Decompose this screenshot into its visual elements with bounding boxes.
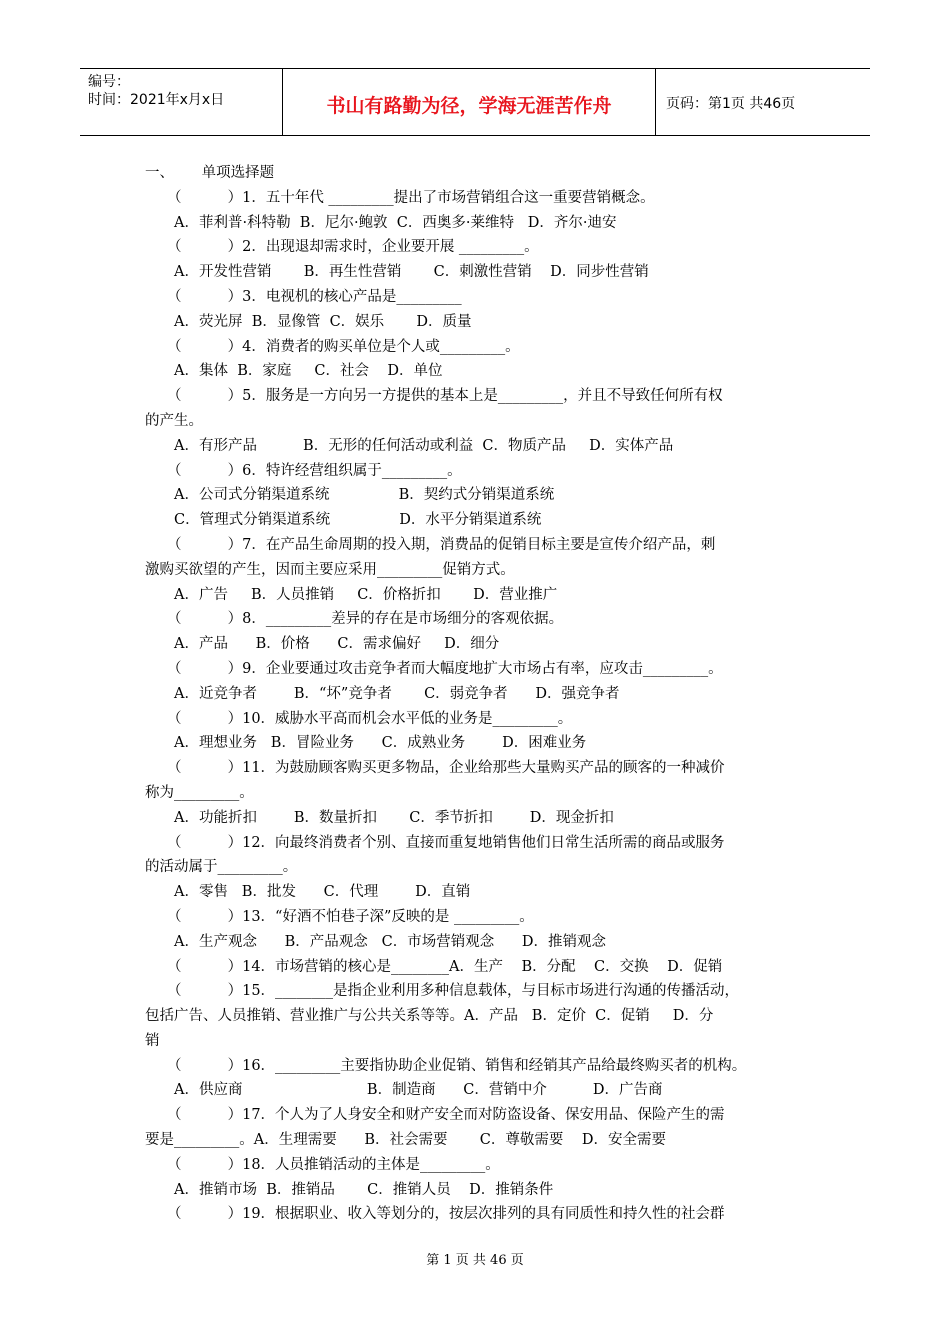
question-line: （ ）18．人员推销活动的主体是_________。 <box>167 1156 500 1173</box>
question-line: （ ）3．电视机的核心产品是_________ <box>167 288 462 305</box>
question-line: 激购买欲望的产生，因而主要应采用_________促销方式。 <box>145 561 515 578</box>
header-motto-cell <box>282 69 656 135</box>
answer-options: A．供应商 B．制造商 C．营销中介 D．广告商 <box>174 1082 663 1099</box>
page-header <box>80 68 870 136</box>
question-line: （ ）10．威胁水平高而机会水平低的业务是_________。 <box>167 710 573 727</box>
question-line: 要是_________。A．生理需要 B．社会需要 C．尊敬需要 D．安全需要 <box>145 1132 666 1149</box>
question-line: （ ）4．消费者的购买单位是个人或_________。 <box>167 338 520 355</box>
question-line: （ ）11．为鼓励顾客购买更多物品，企业给那些大量购买产品的顾客的一种减价 <box>167 760 725 777</box>
question-line: （ ）8．_________差异的存在是市场细分的客观依据。 <box>167 611 564 628</box>
question-line: （ ）12．向最终消费者个别、直接而重复地销售他们日常生活所需的商品或服务 <box>167 834 725 851</box>
answer-options: A．广告 B．人员推销 C．价格折扣 D．营业推广 <box>174 586 558 603</box>
question-line: （ ）5．服务是一方向另一方提供的基本上是_________，并且不导致任何所有权 <box>167 388 723 405</box>
header-meta <box>80 69 280 135</box>
question-line: （ ）9．企业要通过攻击竞争者而大幅度地扩大市场占有率，应攻击_________。 <box>167 660 723 677</box>
answer-options: A．推销市场 B．推销品 C．推销人员 D．推销条件 <box>174 1181 554 1198</box>
answer-options: A．菲利普·科特勒 B．尼尔·鲍敦 C．西奥多·莱维特 D．齐尔·迪安 <box>174 214 617 231</box>
question-line: （ ）6．特许经营组织属于_________。 <box>167 462 462 479</box>
page-footer: 第 1 页 共 46 页 <box>426 1253 524 1268</box>
answer-options: A．产品 B．价格 C．需求偏好 D．细分 <box>174 636 500 653</box>
answer-options: A．零售 B．批发 C．代理 D．直销 <box>174 884 471 901</box>
number-label: 编号： <box>88 74 130 90</box>
section-title: 一、 单项选择题 <box>145 165 275 181</box>
answer-options: A．开发性营销 B．再生性营销 C．刺激性营销 D．同步性营销 <box>174 264 649 281</box>
answer-options: A．功能折扣 B．数量折扣 C．季节折扣 D．现金折扣 <box>174 809 614 826</box>
question-line: 称为_________。 <box>145 784 254 801</box>
question-line: （ ）15．________是指企业利用多种信息载体，与目标市场进行沟通的传播活动， <box>167 983 740 1000</box>
page-info: 页码：第1页 共46页 <box>666 96 796 112</box>
question-line: 销 <box>145 1032 160 1049</box>
question-line: （ ）13．“好酒不怕巷子深”反映的是 _________。 <box>167 908 534 925</box>
answer-options: A．有形产品 B．无形的任何活动或利益 C．物质产品 D．实体产品 <box>174 437 674 454</box>
question-line: （ ）17．个人为了人身安全和财产安全而对防盗设备、保安用品、保险产生的需 <box>167 1107 725 1124</box>
question-line: （ ）1．五十年代 _________提出了市场营销组合这一重要营销概念。 <box>167 189 655 206</box>
answer-options: A．集体 B．家庭 C．社会 D．单位 <box>174 363 443 380</box>
answer-options: A．荧光屏 B．显像管 C．娱乐 D．质量 <box>174 313 472 330</box>
question-line: 的活动属于_________。 <box>145 859 298 876</box>
date-label: 时间：2021年x月x日 <box>88 92 225 108</box>
answer-options: C．管理式分销渠道系统 D．水平分销渠道系统 <box>174 512 542 529</box>
answer-options: A．近竞争者 B．“坏”竞争者 C．弱竞争者 D．强竞争者 <box>174 685 620 702</box>
question-list <box>145 186 810 1227</box>
document-body <box>145 161 810 1227</box>
question-line: （ ）14．市场营销的核心是________A．生产 B．分配 C．交换 D．促销 <box>167 958 723 975</box>
question-line: （ ）7．在产品生命周期的投入期，消费品的促销目标主要是宣传介绍产品，刺 <box>167 536 716 553</box>
answer-options: A．公司式分销渠道系统 B．契约式分销渠道系统 <box>174 487 555 504</box>
question-line: （ ）2．出现退却需求时，企业要开展 _________。 <box>167 239 539 256</box>
answer-options: A．生产观念 B．产品观念 C．市场营销观念 D．推销观念 <box>174 933 606 950</box>
motto: 书山有路勤为径，学海无涯苦作舟 <box>326 95 612 117</box>
question-line: 包括广告、人员推销、营业推广与公共关系等等。A．产品 B．定价 C．促销 D．分 <box>145 1008 714 1025</box>
question-line: （ ）19．根据职业、收入等划分的，按层次排列的具有同质性和持久性的社会群 <box>167 1206 725 1223</box>
question-line: 的产生。 <box>145 412 203 429</box>
question-line: （ ）16．_________主要指协助企业促销、销售和经销其产品给最终购买者的机构。 <box>167 1057 747 1074</box>
answer-options: A．理想业务 B．冒险业务 C．成熟业务 D．困难业务 <box>174 735 587 752</box>
